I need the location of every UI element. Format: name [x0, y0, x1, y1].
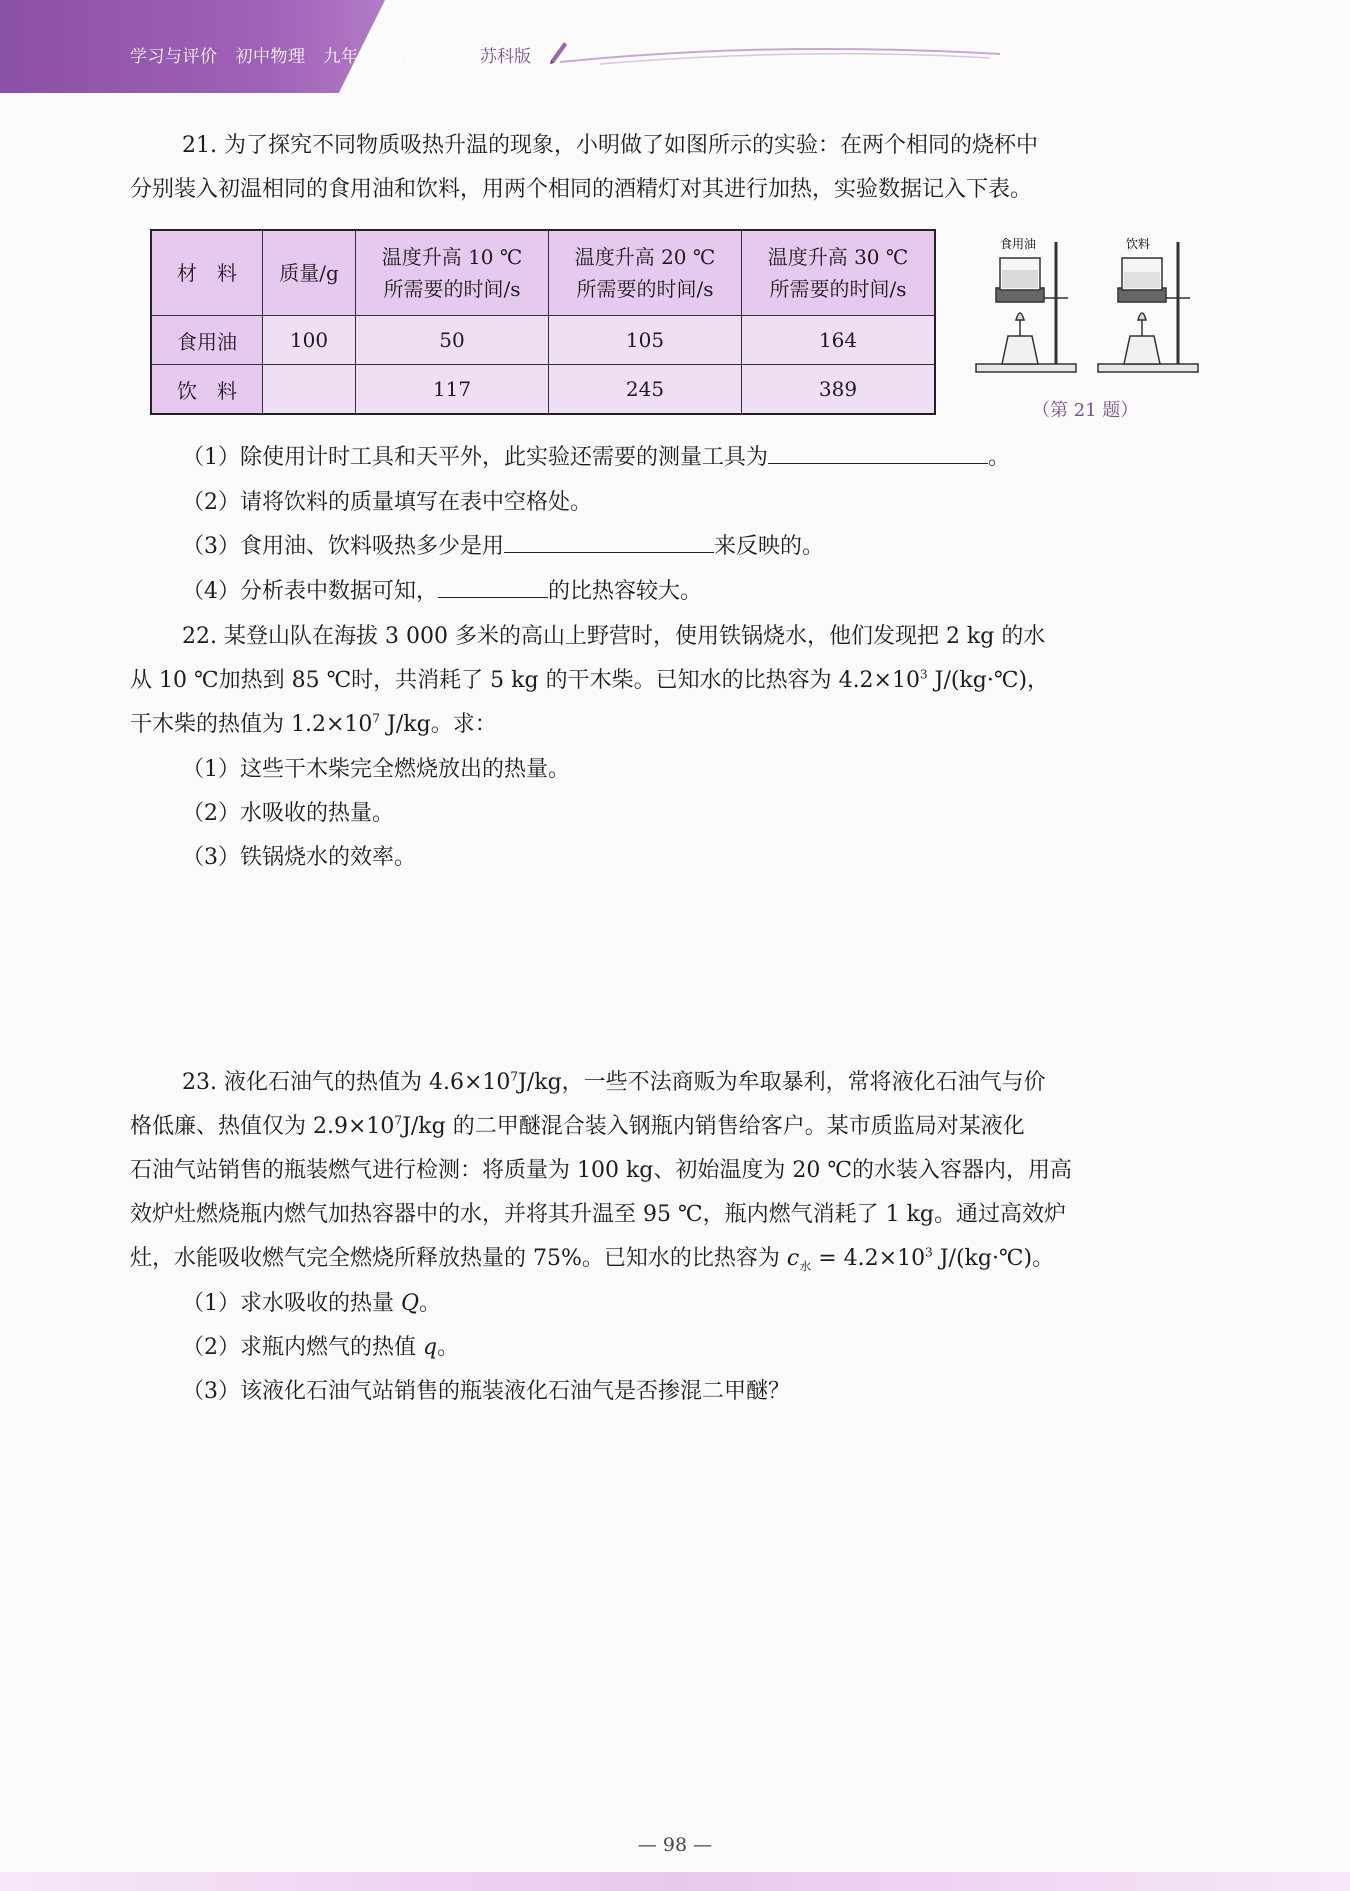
row-t20: 105 [549, 316, 742, 365]
q23-sub3: （3）该液化石油气站销售的瓶装液化石油气是否掺混二甲醚？ [182, 1379, 790, 1404]
q23-line5: 灶，水能吸收燃气完全燃烧所释放热量的 75%。已知水的比热容为 $c_水 = 4.2\times 10^3$ J/(kg·℃)。 [130, 1245, 1055, 1274]
table-row [151, 316, 935, 365]
q23-sub1: （1）求水吸收的热量 Q。 [182, 1291, 442, 1316]
figure-caption: （第 21 题） [1032, 400, 1139, 421]
q21-sub4: （4）分析表中数据可知， 的比热容较大。 [182, 579, 703, 604]
q22-line1: 22. 某登山队在海拔 3 000 多米的高山上野营时，使用铁锅烧水，他们发现把 2 kg 的水 [182, 624, 1046, 649]
q21-line2: 分别装入初温相同的食用油和饮料，用两个相同的酒精灯对其进行加热，实验数据记入下表。 [130, 177, 1033, 202]
q22-sub2: （2）水吸收的热量。 [182, 801, 394, 826]
answer-blank[interactable] [504, 532, 714, 553]
row-mass: 100 [263, 316, 356, 365]
row-name: 食用油 [151, 316, 263, 365]
q21-table [150, 229, 936, 415]
header-t20: 温度升高 20 ℃ 所需要的时间/s [549, 230, 742, 316]
header-t30: 温度升高 30 ℃ 所需要的时间/s [742, 230, 936, 316]
q22-line3: 干木柴的热值为 $1.2\times 10^7$ J/kg。求： [130, 711, 497, 737]
header-series: 学习与评价 [130, 47, 218, 67]
q23-line2: 格低廉、热值仅为 $2.9\times 10^7J/kg$ 的二甲醚混合装入钢瓶内销售给客户。某市质监局对某液化 [130, 1113, 1025, 1139]
row-name: 饮 料 [151, 365, 263, 415]
q23-line1: 23. 液化石油气的热值为 $4.6\times 10^7J/kg$，一些不法商贩为牟取暴利，常将液化石油气与价 [182, 1069, 1046, 1095]
bottom-band [0, 1872, 1350, 1891]
row-t20: 245 [549, 365, 742, 415]
row-t30: 389 [742, 365, 936, 415]
label-drink: 饮料 [1126, 237, 1151, 251]
header-edition: 苏科版 [480, 47, 531, 67]
label-oil: 食用油 [1000, 237, 1037, 251]
header-level: 初中物理 [235, 47, 306, 67]
header-t10: 温度升高 10 ℃ 所需要的时间/s [356, 230, 549, 316]
header-title [130, 42, 429, 67]
q21-sub1: （1）除使用计时工具和天平外，此实验还需要的测量工具为 。 [182, 445, 1011, 470]
q22-line2: 从 10 ℃加热到 85 ℃时，共消耗了 5 kg 的干木柴。已知水的比热容为 $4.2\times 10^3$ J/(kg·℃)， [130, 667, 1050, 693]
q23-line3: 石油气站销售的瓶装燃气进行检测：将质量为 100 kg、初始温度为 20 ℃的水装入容器内，用高 [130, 1158, 1072, 1183]
q21-sub3: （3）食用油、饮料吸热多少是用 来反映的。 [182, 534, 825, 559]
q22-sub1: （1）这些干木柴完全燃烧放出的热量。 [182, 757, 570, 782]
answer-blank[interactable] [438, 577, 548, 598]
q21-figure [972, 232, 1212, 380]
row-mass-blank[interactable] [263, 365, 356, 415]
q22-sub3: （3）铁锅烧水的效率。 [182, 845, 416, 870]
oil-apparatus [976, 242, 1076, 372]
table-header-row [151, 230, 935, 316]
q21-line1: 21. 为了探究不同物质吸热升温的现象，小明做了如图所示的实验：在两个相同的烧杯中 [182, 133, 1038, 158]
row-t10: 50 [356, 316, 549, 365]
page-number: — 98 — [637, 1834, 713, 1856]
q21-sub2: （2）请将饮料的质量填写在表中空格处。 [182, 490, 592, 515]
header-swoosh [560, 40, 1000, 70]
row-t10: 117 [356, 365, 549, 415]
table-row [151, 365, 935, 415]
row-t30: 164 [742, 316, 936, 365]
header-mass: 质量/g [263, 230, 356, 316]
drink-apparatus [1098, 242, 1198, 372]
header-material: 材 料 [151, 230, 263, 316]
q23-line4: 效炉灶燃烧瓶内燃气加热容器中的水，并将其升温至 95 ℃，瓶内燃气消耗了 1 kg。通过高效炉 [130, 1202, 1066, 1227]
header-grade: 九年级上册 [323, 47, 411, 67]
answer-blank[interactable] [768, 443, 988, 464]
q23-sub2: （2）求瓶内燃气的热值 q。 [182, 1335, 460, 1360]
